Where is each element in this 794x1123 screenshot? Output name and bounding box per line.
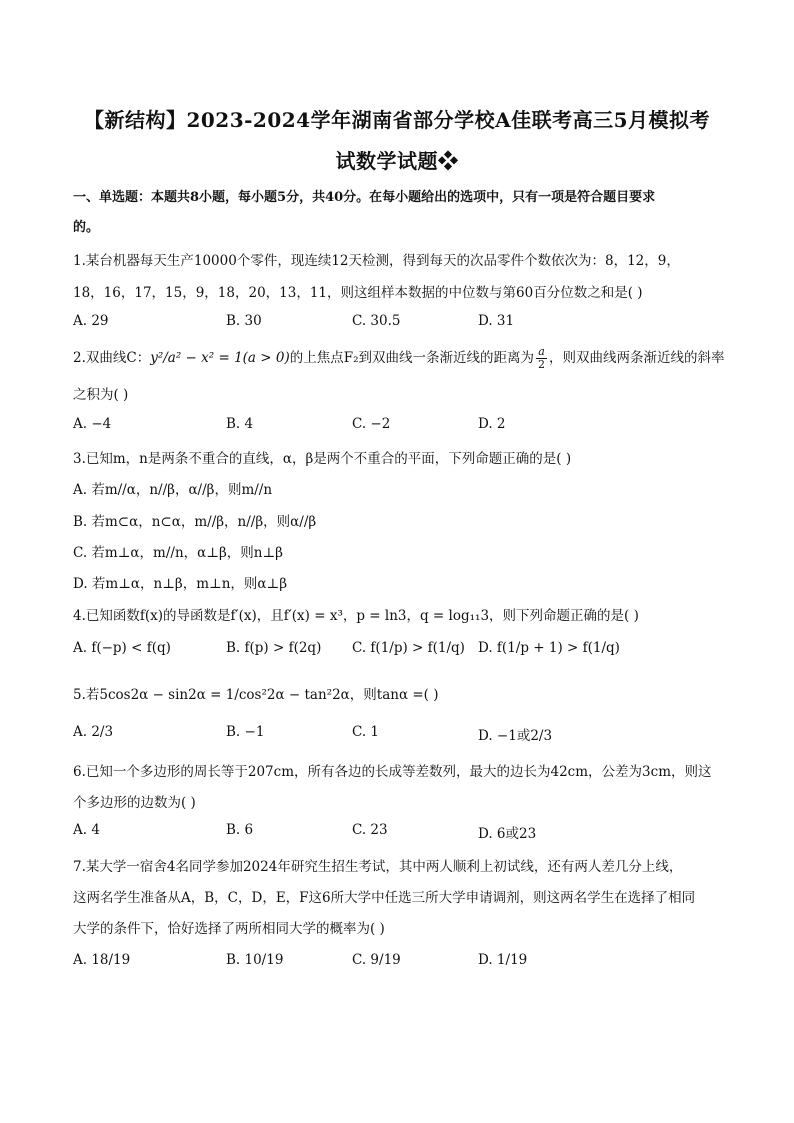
question-6-option-d: D. 6或23	[478, 826, 537, 842]
question-1-option-b: B. 30	[226, 313, 262, 329]
question-6-option-b: B. 6	[226, 822, 254, 838]
question-5-line1: 5.若5cos2α − sin2α = 1/cos²2α − tan²2α，则tanα =( )	[73, 687, 439, 703]
question-6-line2: 个多边形的边数为( )	[73, 795, 196, 811]
section-instructions-line2: 的。	[73, 220, 100, 235]
question-2-text-c: ，则双曲线两条渐近线的斜率	[549, 350, 725, 367]
question-5-option-d: D. −1或2/3	[478, 728, 553, 744]
question-6-option-a: A. 4	[73, 822, 100, 838]
question-4-option-d: D. f(1/p + 1) > f(1/q)	[478, 640, 620, 656]
question-5-option-b: B. −1	[226, 724, 265, 740]
question-2-text-a: 2.双曲线C：	[73, 350, 151, 367]
question-2-fraction-numerator: a	[536, 346, 547, 359]
question-1-line2: 18，16，17，15，9，18，20，13，11，则这组样本数据的中位数与第60百分位数之和是( )	[73, 285, 643, 301]
question-7-option-a: A. 18/19	[73, 952, 131, 968]
question-6-option-c: C. 23	[352, 822, 388, 838]
question-2-fraction-denominator: 2	[538, 358, 546, 372]
question-7-line3: 大学的条件下，恰好选择了两所相同大学的概率为( )	[73, 921, 385, 937]
question-3-option-d: D. 若m⊥α，n⊥β，m⊥n，则α⊥β	[73, 576, 288, 592]
question-2-line2: 之积为( )	[73, 387, 129, 403]
question-2-fraction	[536, 346, 547, 371]
question-1-option-c: C. 30.5	[352, 313, 401, 329]
question-7-line2: 这两名学生准备从A，B，C，D，E，F这6所大学中任选三所大学申请调剂，则这两名学生在选择了相同	[73, 890, 696, 906]
question-1-line1: 1.某台机器每天生产10000个零件，现连续12天检测，得到每天的次品零件个数依次为：8，12，9，	[73, 253, 680, 269]
question-7-option-d: D. 1/19	[478, 952, 528, 968]
question-7-option-b: B. 10/19	[226, 952, 284, 968]
question-5-option-a: A. 2/3	[73, 724, 114, 740]
document-title-line2: 试数学试题❖	[335, 149, 459, 173]
question-2-line1	[73, 346, 725, 371]
question-2-option-a: A. −4	[73, 416, 112, 432]
document-title-line1: 【新结构】2023-2024学年湖南省部分学校A佳联考高三5月模拟考	[83, 108, 711, 132]
question-2-equation: y²/a² − x² = 1(a > 0)	[150, 350, 290, 367]
question-7-line1: 7.某大学一宿舍4名同学参加2024年研究生招生考试，其中两人顺利上初试线，还有两人差几分上线，	[73, 859, 683, 875]
question-2-option-d: D. 2	[478, 416, 506, 432]
question-4-option-b: B. f(p) > f(2q)	[226, 640, 322, 656]
question-2-text-b: 的上焦点F₂到双曲线一条渐近线的距离为	[289, 350, 535, 367]
question-5-option-c: C. 1	[352, 724, 380, 740]
question-3-line1: 3.已知m，n是两条不重合的直线，α，β是两个不重合的平面，下列命题正确的是( )	[73, 451, 572, 467]
question-2-option-c: C. −2	[352, 416, 391, 432]
question-3-option-b: B. 若m⊂α，n⊂α，m//β，n//β，则α//β	[73, 514, 317, 530]
question-3-option-a: A. 若m//α，n//β，α//β，则m//n	[73, 482, 273, 498]
question-4-line1: 4.已知函数f(x)的导函数是f′(x)，且f′(x) = x³，p = ln3，q = log₁₁3，则下列命题正确的是( )	[73, 608, 639, 624]
question-4-option-c: C. f(1/p) > f(1/q)	[352, 640, 465, 656]
question-1-option-d: D. 31	[478, 313, 515, 329]
section-instructions-line1: 一、单选题：本题共8小题，每小题5分，共40分。在每小题给出的选项中，只有一项是符合题目要求	[73, 190, 656, 205]
question-6-line1: 6.已知一个多边形的周长等于207cm，所有各边的长成等差数列，最大的边长为42cm，公差为3cm，则这	[73, 764, 712, 780]
question-3-option-c: C. 若m⊥α，m//n，α⊥β，则n⊥β	[73, 545, 283, 561]
question-4-option-a: A. f(−p) < f(q)	[73, 640, 171, 656]
question-7-option-c: C. 9/19	[352, 952, 401, 968]
question-1-option-a: A. 29	[73, 313, 109, 329]
question-2-option-b: B. 4	[226, 416, 254, 432]
